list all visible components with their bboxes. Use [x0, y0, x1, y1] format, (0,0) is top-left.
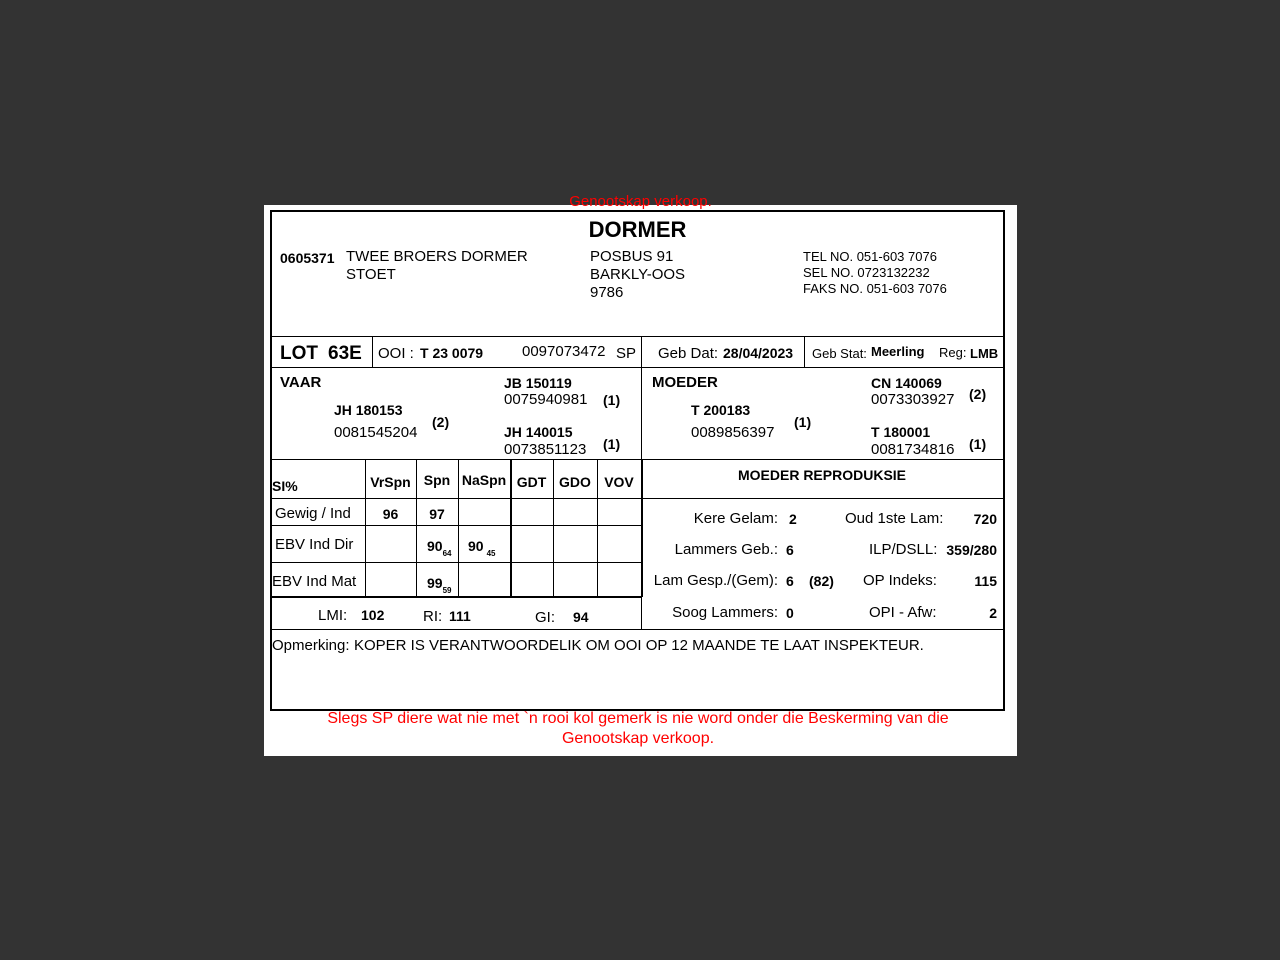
protection-notice-line2: Genootskap verkoop. — [561, 730, 715, 747]
sire-sire-number: 0075940981 — [504, 391, 588, 408]
op-value: 115 — [974, 573, 997, 589]
row-label-gewig: Gewig / Ind — [275, 505, 351, 522]
sire-dam-count: (1) — [603, 436, 621, 452]
lammers-geb-label: Lammers Geb.: — [674, 541, 778, 558]
remark-label: Opmerking: — [272, 637, 350, 654]
ri-label: RI: — [423, 608, 443, 625]
divider — [272, 525, 641, 526]
kere-gelam-value: 2 — [789, 511, 797, 527]
breeder-name-line1: TWEE BROERS DORMER — [346, 248, 528, 265]
sire-count: (2) — [432, 414, 450, 430]
lam-gesp-average: (82) — [809, 573, 834, 589]
protection-notice-line1: Slegs SP diere wat nie met `n rooi kol gemerk is nie word onder die Beskerming van die — [327, 710, 949, 727]
cell-gewig-spn: 97 — [429, 506, 445, 522]
fax-number: FAKS NO. 051-603 7076 — [803, 281, 947, 296]
col-header-spn: Spn — [423, 472, 451, 488]
ri-value: 111 — [449, 608, 471, 624]
dam-sire-code: CN 140069 — [871, 375, 942, 391]
cell-ebv-dir-naspn-value: 90 — [468, 538, 484, 554]
divider — [641, 498, 1003, 499]
divider — [272, 367, 1003, 368]
divider — [372, 336, 373, 367]
cell-ebv-mat-spn — [427, 575, 451, 595]
dam-code: T 200183 — [691, 402, 751, 418]
divider — [641, 597, 642, 629]
cell-ebv-dir-spn-value: 90 — [427, 538, 443, 554]
top-notice-fragment: Genootskap verkoop. — [569, 193, 712, 210]
ooi-label: OOI : — [378, 345, 414, 362]
divider — [804, 336, 805, 367]
dam-label: MOEDER — [652, 374, 718, 391]
col-header-vrspn: VrSpn — [370, 474, 411, 490]
cell-ebv-dir-spn — [427, 538, 451, 558]
divider — [641, 336, 642, 459]
opi-label: OPI - Afw: — [869, 604, 937, 621]
dam-dam-number: 0081734816 — [871, 441, 955, 458]
divider — [272, 336, 1003, 337]
status-code: SP — [616, 345, 637, 362]
oud-label: Oud 1ste Lam: — [845, 510, 944, 527]
address-line1: POSBUS 91 — [590, 248, 674, 265]
col-header-vov: VOV — [604, 474, 634, 490]
reproduction-title: MOEDER REPRODUKSIE — [737, 467, 907, 483]
col-header-si: SI% — [272, 478, 298, 494]
oud-value: 720 — [973, 511, 997, 527]
breeder-number: 0605371 — [280, 250, 335, 266]
address-line2: BARKLY-OOS — [590, 266, 686, 283]
kere-gelam-label: Kere Gelam: — [693, 510, 778, 527]
sire-dam-number: 0073851123 — [504, 441, 587, 458]
divider — [272, 459, 1003, 460]
row-label-ebv-mat: EBV Ind Mat — [272, 573, 357, 590]
op-label: OP Indeks: — [863, 572, 937, 589]
cell-ebv-dir-naspn-sub: 45 — [486, 549, 496, 558]
gi-value: 94 — [573, 609, 589, 625]
tel-number: TEL NO. 051-603 7076 — [803, 249, 937, 264]
reg-label: Reg: — [939, 345, 967, 360]
ilp-value: 359/280 — [946, 542, 997, 558]
birth-status-label: Geb Stat: — [812, 346, 867, 361]
row-label-ebv-dir: EBV Ind Dir — [275, 536, 354, 553]
cell-gewig-vrspn: 96 — [382, 506, 399, 522]
cell-ebv-mat-spn-value: 99 — [427, 575, 443, 591]
ooi-value: T 23 0079 — [420, 345, 484, 361]
lam-gesp-value: 6 — [786, 573, 794, 589]
address-line3: 9786 — [590, 284, 624, 301]
card-frame — [270, 210, 1005, 711]
dam-sire-count: (2) — [969, 386, 987, 402]
breed-title: DORMER — [588, 217, 687, 242]
lot-label: LOT — [280, 343, 318, 364]
soog-value: 0 — [786, 605, 794, 621]
gi-label: GI: — [535, 609, 556, 626]
lmi-label: LMI: — [318, 607, 348, 624]
sire-code: JH 180153 — [334, 402, 403, 418]
lot-card — [264, 193, 1017, 756]
cell-ebv-dir-naspn — [468, 538, 495, 558]
reg-value: LMB — [970, 346, 999, 361]
dam-number: 0089856397 — [691, 424, 775, 441]
divider — [272, 629, 1003, 630]
lammers-geb-value: 6 — [786, 542, 794, 558]
dam-dam-code: T 180001 — [871, 424, 931, 440]
lam-gesp-label: Lam Gesp./(Gem): — [653, 572, 778, 589]
lmi-value: 102 — [361, 607, 385, 623]
ilp-label: ILP/DSLL: — [869, 541, 938, 558]
cell-ebv-dir-spn-sub: 64 — [442, 549, 452, 558]
divider — [272, 498, 641, 499]
dam-dam-count: (1) — [969, 436, 987, 452]
breeder-name-line2: STOET — [346, 266, 396, 283]
divider — [272, 562, 641, 563]
sire-sire-count: (1) — [603, 392, 621, 408]
dam-sire-number: 0073303927 — [871, 391, 955, 408]
soog-label: Soog Lammers: — [672, 604, 778, 621]
sire-sire-code: JB 150119 — [504, 375, 572, 391]
sire-label: VAAR — [280, 374, 322, 391]
remark-text: KOPER IS VERANTWOORDELIK OM OOI OP 12 MAANDE TE LAAT INSPEKTEUR. — [354, 637, 924, 654]
dam-count: (1) — [794, 414, 812, 430]
opi-value: 2 — [989, 605, 997, 621]
lot-number: 63E — [328, 343, 362, 364]
sire-dam-code: JH 140015 — [504, 424, 573, 440]
id-number: 0097073472 — [522, 343, 606, 360]
sire-number: 0081545204 — [334, 424, 418, 441]
divider — [272, 596, 642, 598]
birth-status-value: Meerling — [871, 344, 925, 359]
cell-number: SEL NO. 0723132232 — [803, 265, 930, 280]
birth-date-label: Geb Dat: — [658, 345, 719, 362]
birth-date-value: 28/04/2023 — [723, 345, 794, 361]
col-header-gdt: GDT — [516, 474, 547, 490]
col-header-gdo: GDO — [559, 474, 591, 490]
cell-ebv-mat-spn-sub: 59 — [442, 586, 452, 595]
col-header-naspn: NaSpn — [461, 472, 507, 488]
